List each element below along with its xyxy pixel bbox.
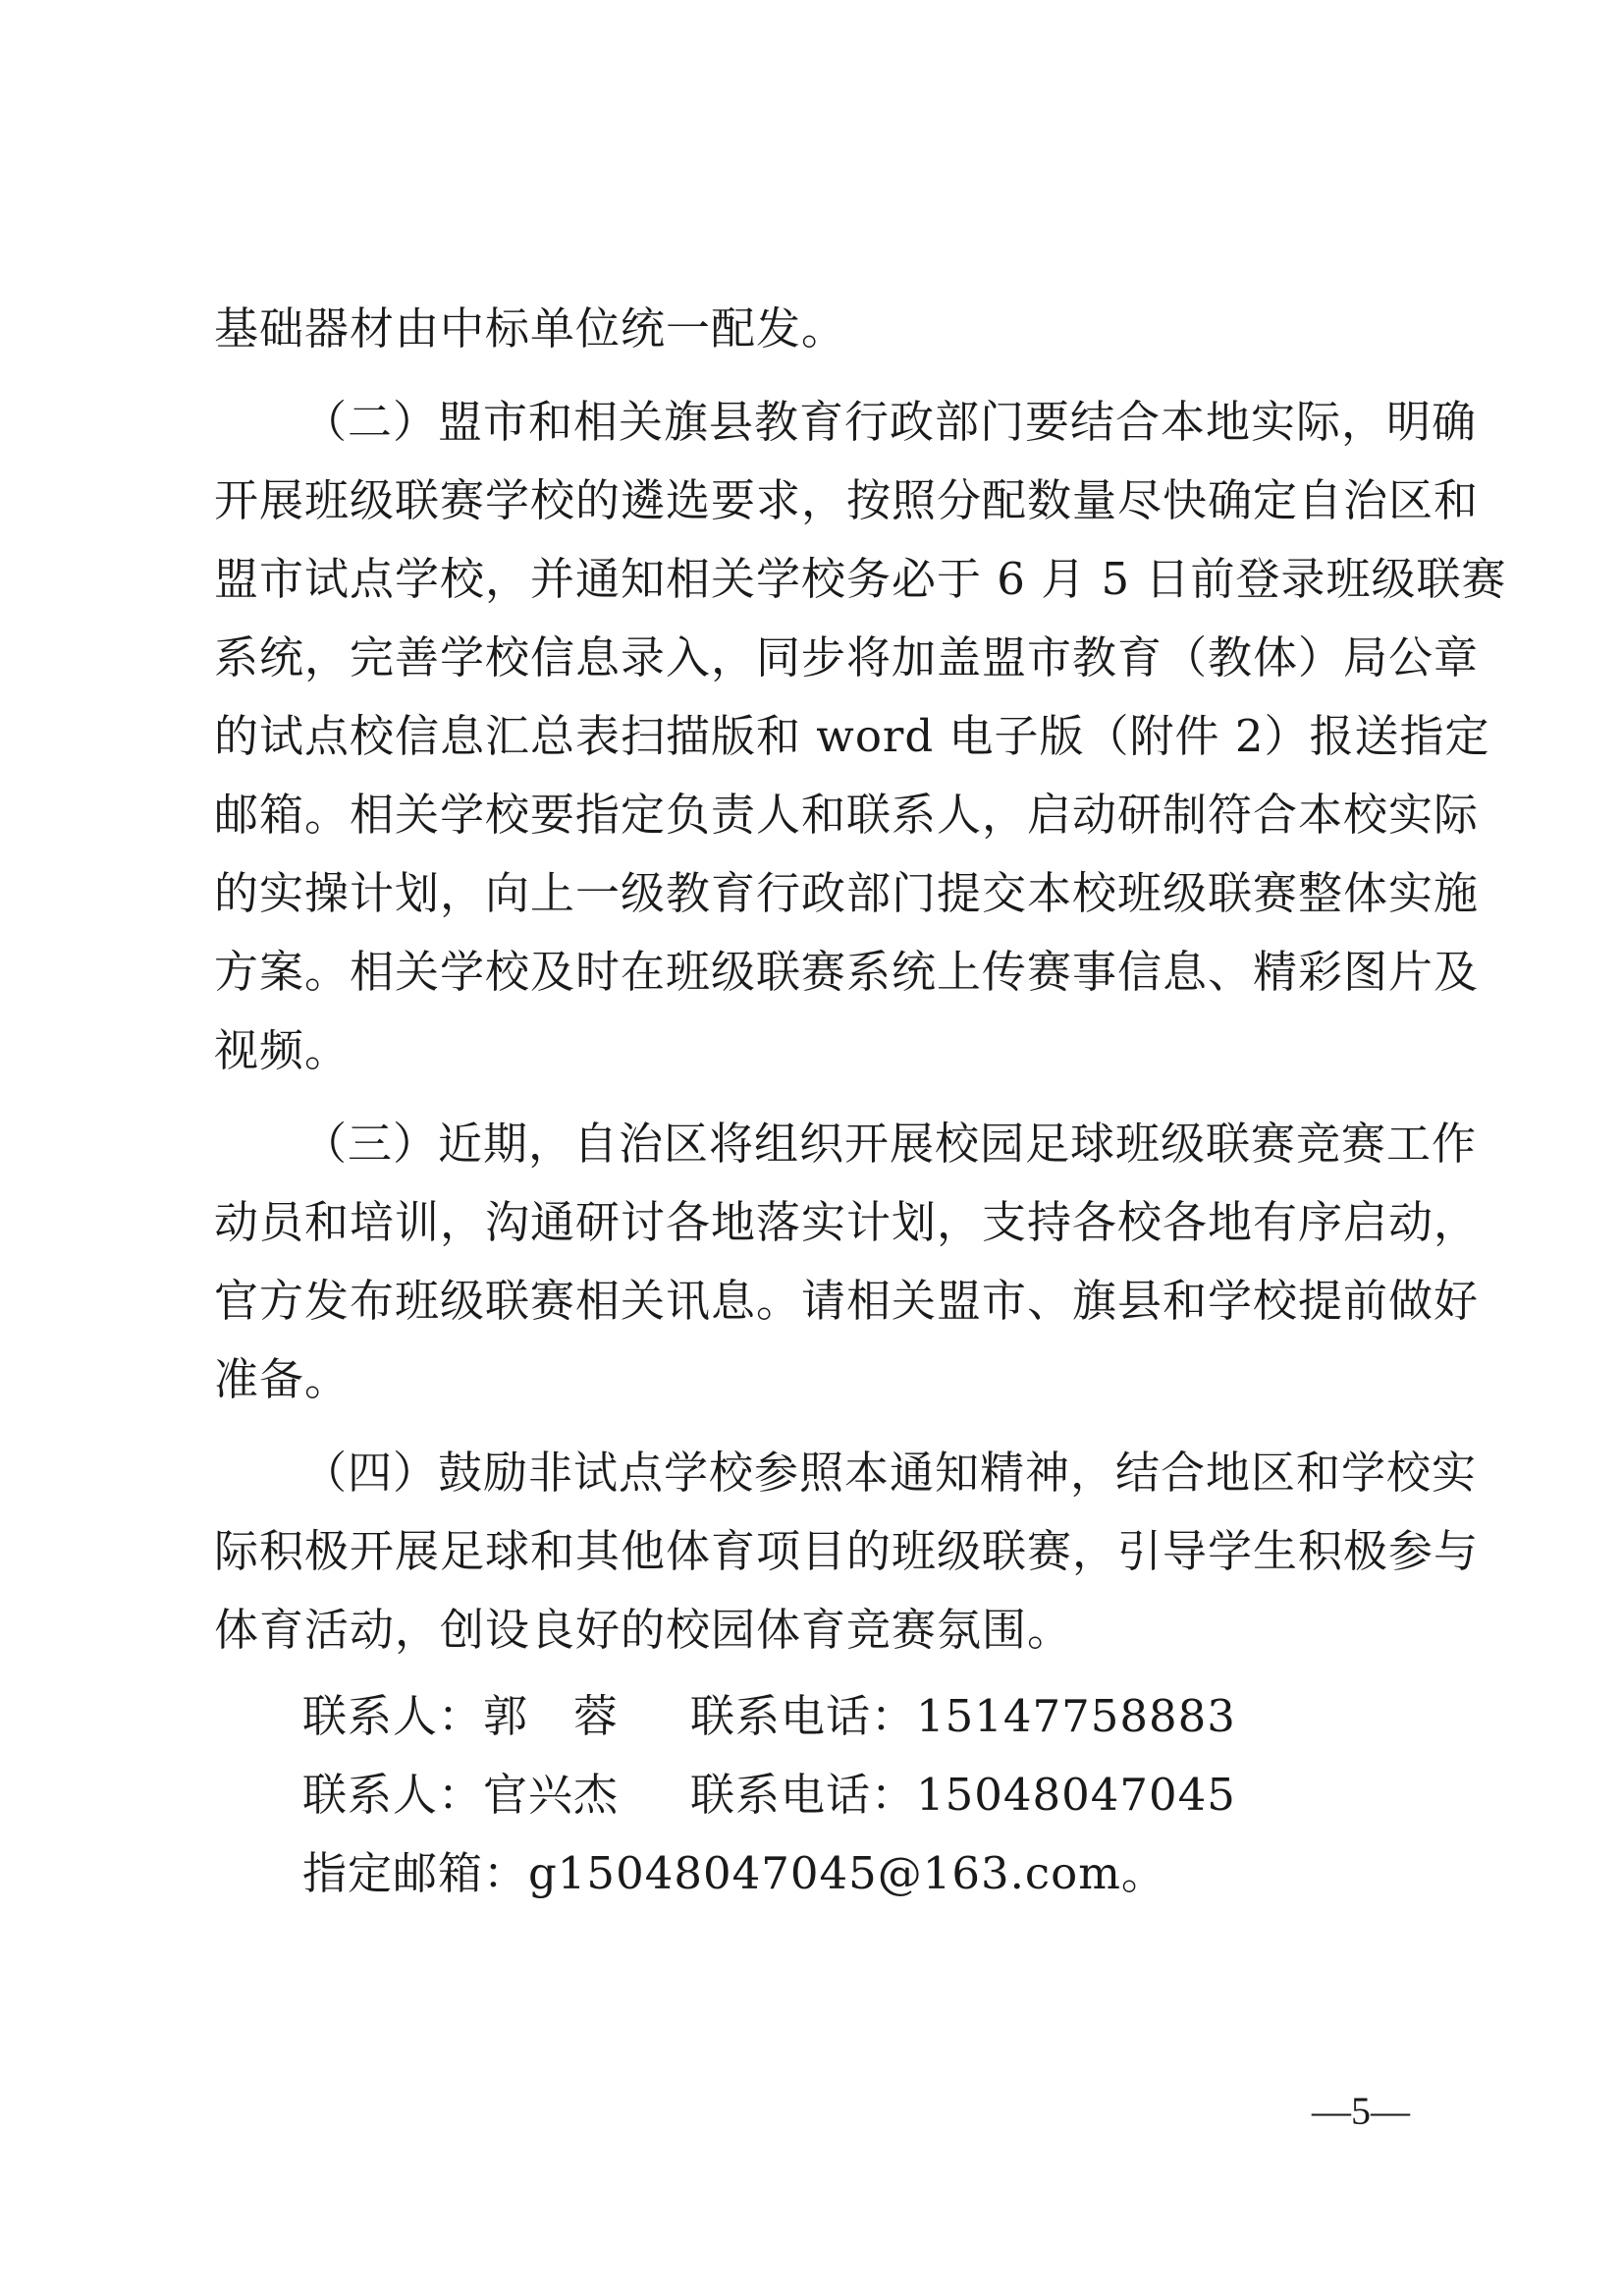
page-number: —5— xyxy=(1312,2089,1410,2133)
email-line: 指定邮箱：g15048047045@163.com。 xyxy=(302,1847,1166,1899)
paragraph-line: （二）盟市和相关旗县教育行政部门要结合本地实际，明确 xyxy=(302,396,1478,448)
paragraph-line: 官方发布班级联赛相关讯息。请相关盟市、旗县和学校提前做好 xyxy=(214,1275,1480,1327)
contact-name: 联系人：郭 蓉 xyxy=(302,1690,620,1742)
paragraph-line: 的实操计划，向上一级教育行政部门提交本校班级联赛整体实施 xyxy=(214,867,1480,919)
paragraph-line: 际积极开展足球和其他体育项目的班级联赛，引导学生积极参与 xyxy=(214,1525,1480,1577)
paragraph-line: 动员和培训，沟通研讨各地落实计划，支持各校各地有序启动， xyxy=(214,1196,1480,1248)
paragraph-line: 基础器材由中标单位统一配发。 xyxy=(214,302,847,355)
paragraph-line: （三）近期，自治区将组织开展校园足球班级联赛竞赛工作 xyxy=(302,1118,1478,1170)
contact-phone: 联系电话：15147758883 xyxy=(690,1690,1236,1742)
contact-phone: 联系电话：15048047045 xyxy=(690,1769,1236,1821)
paragraph-line: 准备。 xyxy=(214,1353,351,1405)
contact-name: 联系人：官兴杰 xyxy=(302,1769,620,1821)
paragraph-line: 体育活动，创设良好的校园体育竞赛氛围。 xyxy=(214,1604,1073,1656)
paragraph-line: 的试点校信息汇总表扫描版和 word 电子版（附件 2）报送指定 xyxy=(214,710,1490,762)
paragraph-line: 方案。相关学校及时在班级联赛系统上传赛事信息、精彩图片及 xyxy=(214,946,1480,998)
contact-row xyxy=(302,1687,1236,1746)
paragraph-line: （四）鼓励非试点学校参照本通知精神，结合地区和学校实 xyxy=(302,1447,1478,1499)
paragraph-line: 视频。 xyxy=(214,1024,351,1076)
paragraph-line: 邮箱。相关学校要指定负责人和联系人，启动研制符合本校实际 xyxy=(214,789,1480,841)
paragraph-line: 开展班级联赛学校的遴选要求，按照分配数量尽快确定自治区和 xyxy=(214,474,1480,526)
contact-row xyxy=(302,1766,1236,1825)
paragraph-line: 系统，完善学校信息录入，同步将加盖盟市教育（教体）局公章 xyxy=(214,631,1480,683)
paragraph-line: 盟市试点学校，并通知相关学校务必于 6 月 5 日前登录班级联赛 xyxy=(214,553,1507,605)
